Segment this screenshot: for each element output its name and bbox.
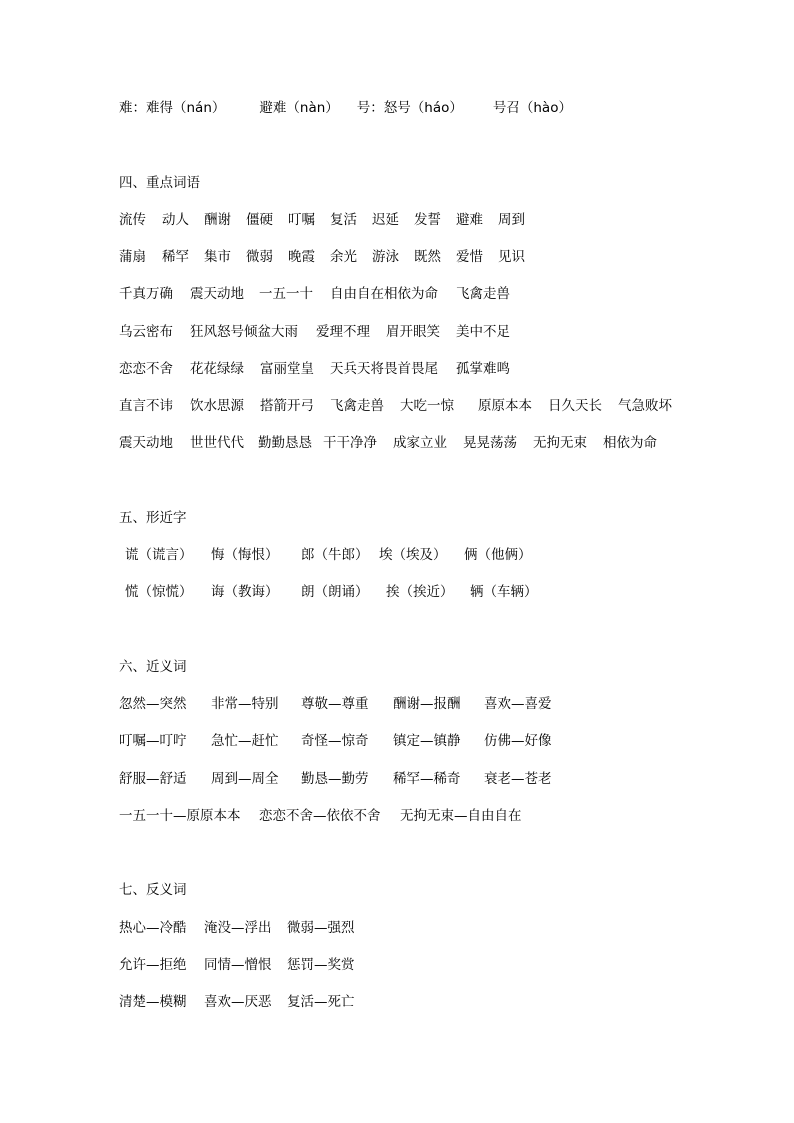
word-item: 花花绿绿 xyxy=(190,361,244,377)
word-item: 酬谢 xyxy=(204,212,231,228)
word-item: 眉开眼笑 xyxy=(386,324,440,340)
word-item: 无拘无束—自由自在 xyxy=(400,808,522,824)
word-item: 叮嘱—叮咛 xyxy=(119,733,187,749)
synonym-row xyxy=(0,806,794,826)
word-item: 俩（他俩） xyxy=(464,547,532,563)
antonym-row xyxy=(0,918,794,938)
section-heading: 七、反义词 xyxy=(119,882,187,898)
word-item: 诲（教诲） xyxy=(211,584,279,600)
word-item: 稀罕 xyxy=(162,249,189,265)
word-item: 干干净净 xyxy=(323,435,377,451)
word-item: 爱惜 xyxy=(456,249,483,265)
word-item: 动人 xyxy=(162,212,189,228)
word-item: 相依为命 xyxy=(603,435,657,451)
vocabulary-row xyxy=(0,247,794,267)
synonym-row xyxy=(0,694,794,714)
word-item: 允许—拒绝 xyxy=(119,957,187,973)
word-item: 世世代代 xyxy=(190,435,244,451)
word-item: 复活—死亡 xyxy=(287,994,355,1010)
word-item: 日久天长 xyxy=(548,398,602,414)
word-item: 饮水思源 xyxy=(190,398,244,414)
word-item: 同情—憎恨 xyxy=(204,957,272,973)
synonym-row xyxy=(0,731,794,751)
polyphone-word: 怒号（háo） xyxy=(383,100,463,116)
word-item: 无拘无束 xyxy=(533,435,587,451)
word-item: 爱理不理 xyxy=(316,324,370,340)
word-item: 淹没—浮出 xyxy=(204,920,272,936)
word-item: 谎（谎言） xyxy=(125,547,193,563)
word-item: 成家立业 xyxy=(393,435,447,451)
word-item: 仿佛—好像 xyxy=(484,733,552,749)
word-item: 余光 xyxy=(330,249,357,265)
vocabulary-row xyxy=(0,322,794,342)
word-item: 避难 xyxy=(456,212,483,228)
word-item: 震天动地 xyxy=(119,435,173,451)
word-item: 飞禽走兽 xyxy=(456,286,510,302)
polyphone-line xyxy=(119,98,572,118)
similar-character-row xyxy=(0,545,794,565)
word-item: 气急败坏 xyxy=(618,398,672,414)
word-item: 微弱 xyxy=(246,249,273,265)
word-item: 僵硬 xyxy=(246,212,273,228)
word-item: 热心—冷酷 xyxy=(119,920,187,936)
synonym-row xyxy=(0,769,794,789)
word-item: 酬谢—报酬 xyxy=(393,696,461,712)
word-item: 勤恳—勤劳 xyxy=(301,771,369,787)
word-item: 美中不足 xyxy=(456,324,510,340)
polyphone-word: 避难（nàn） xyxy=(259,100,339,116)
word-item: 郎（牛郎） xyxy=(301,547,369,563)
section-heading: 四、重点词语 xyxy=(119,175,200,191)
antonym-row xyxy=(0,992,794,1012)
word-item: 朗（朗诵） xyxy=(301,584,369,600)
word-item: 恋恋不舍—依依不舍 xyxy=(259,808,381,824)
word-item: 集市 xyxy=(204,249,231,265)
word-item: 奇怪—惊奇 xyxy=(301,733,369,749)
similar-character-row xyxy=(0,582,794,602)
word-item: 埃（埃及） xyxy=(379,547,447,563)
vocabulary-row xyxy=(0,396,794,416)
word-item: 喜欢—喜爱 xyxy=(484,696,552,712)
word-item: 狂风怒号倾盆大雨 xyxy=(190,324,298,340)
word-item: 震天动地 xyxy=(190,286,244,302)
word-item: 乌云密布 xyxy=(119,324,173,340)
word-item: 既然 xyxy=(414,249,441,265)
word-item: 尊敬—尊重 xyxy=(301,696,369,712)
section-heading: 五、形近字 xyxy=(119,510,187,526)
word-item: 游泳 xyxy=(372,249,399,265)
word-item: 叮嘱 xyxy=(288,212,315,228)
word-item: 急忙—赶忙 xyxy=(211,733,279,749)
word-item: 孤掌难鸣 xyxy=(456,361,510,377)
vocabulary-row xyxy=(0,210,794,230)
word-item: 自由自在相依为命 xyxy=(330,286,438,302)
word-item: 晚霞 xyxy=(288,249,315,265)
word-item: 晃晃荡荡 xyxy=(463,435,517,451)
vocabulary-row xyxy=(0,359,794,379)
section-heading: 六、近义词 xyxy=(119,659,187,675)
word-item: 见识 xyxy=(498,249,525,265)
word-item: 惩罚—奖赏 xyxy=(287,957,355,973)
word-item: 微弱—强烈 xyxy=(287,920,355,936)
word-item: 复活 xyxy=(330,212,357,228)
word-item: 千真万确 xyxy=(119,286,173,302)
word-item: 周到—周全 xyxy=(211,771,279,787)
word-item: 一五一十—原原本本 xyxy=(119,808,241,824)
word-item: 舒服—舒适 xyxy=(119,771,187,787)
word-item: 忽然—突然 xyxy=(119,696,187,712)
word-item: 周到 xyxy=(498,212,525,228)
word-item: 挨（挨近） xyxy=(386,584,454,600)
word-item: 衰老—苍老 xyxy=(484,771,552,787)
vocabulary-row xyxy=(0,284,794,304)
word-item: 流传 xyxy=(119,212,146,228)
polyphone-word: 号召（hào） xyxy=(492,100,572,116)
word-item: 迟延 xyxy=(372,212,399,228)
word-item: 飞禽走兽 xyxy=(330,398,384,414)
word-item: 原原本本 xyxy=(478,398,532,414)
word-item: 慌（惊慌） xyxy=(125,584,193,600)
word-item: 清楚—模糊 xyxy=(119,994,187,1010)
word-item: 勤勤恳恳 xyxy=(258,435,312,451)
word-item: 喜欢—厌恶 xyxy=(204,994,272,1010)
polyphone-char-nan: 难： xyxy=(119,100,146,116)
word-item: 辆（车辆） xyxy=(470,584,538,600)
word-item: 非常—特别 xyxy=(211,696,279,712)
word-item: 稀罕—稀奇 xyxy=(393,771,461,787)
word-item: 悔（悔恨） xyxy=(211,547,279,563)
word-item: 发誓 xyxy=(414,212,441,228)
word-item: 大吃一惊 xyxy=(400,398,454,414)
word-item: 恋恋不舍 xyxy=(119,361,173,377)
word-item: 蒲扇 xyxy=(119,249,146,265)
polyphone-char-hao: 号： xyxy=(356,100,384,116)
word-item: 镇定—镇静 xyxy=(393,733,461,749)
word-item: 富丽堂皇 xyxy=(260,361,314,377)
word-item: 一五一十 xyxy=(259,286,313,302)
antonym-row xyxy=(0,955,794,975)
polyphone-word: 难得（nán） xyxy=(146,100,226,116)
word-item: 天兵天将畏首畏尾 xyxy=(330,361,438,377)
word-item: 直言不讳 xyxy=(119,398,173,414)
vocabulary-row xyxy=(0,433,794,453)
word-item: 搭箭开弓 xyxy=(260,398,314,414)
